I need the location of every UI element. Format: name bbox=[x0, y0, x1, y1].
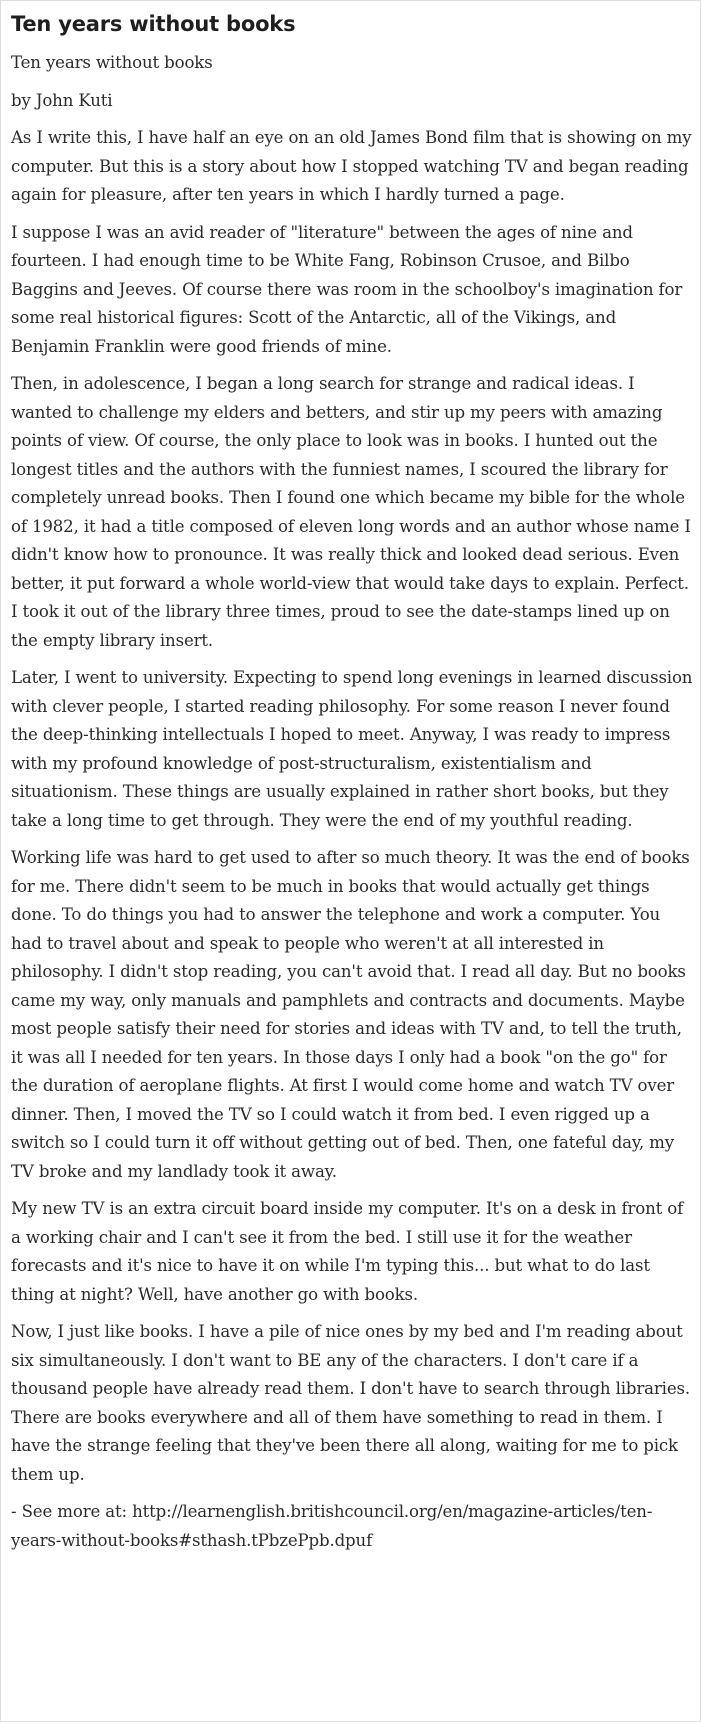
article-paragraph-7: Now, I just like books. I have a pile of nice ones by my bed and I'm reading about six simultaneously. I don't want to BE any of the characters. I don't care if a thousand people have already read them. I don't have to search through libraries. There are books everywhere and all of them have something to read in them. I have the strange feeling that they've been there all along, waiting for me to pick them up. bbox=[11, 1322, 690, 1484]
article-subtitle: Ten years without books bbox=[11, 53, 213, 72]
article-paragraph-2: I suppose I was an avid reader of "literature" between the ages of nine and fourteen. I had enough time to be White Fang, Robinson Crusoe, and Bilbo Baggins and Jeeves. Of course there was room in the schoolboy's imagination for some real historical figures: Scott of the Antarctic, all of the Vikings, and Benjamin Franklin were good friends of mine. bbox=[11, 222, 683, 356]
article-paragraph-3: Then, in adolescence, I began a long search for strange and radical ideas. I wanted to challenge my elders and betters, and stir up my peers with amazing points of view. Of course, the only place to look was in books. I hunted out the longest titles and the authors with the funniest names, I scoured the library for completely unread books. Then I found one which became my bible for the whole of 1982, it had a title composed of eleven long words and an author whose name I didn't know how to pronounce. It was really thick and looked dead serious. Even better, it put forward a whole world-view that would take days to explain. Perfect. I took it out of the library three times, proud to see the date-stamps lined up on the empty library insert. bbox=[11, 374, 691, 650]
article-byline: by John Kuti bbox=[11, 90, 113, 110]
article-paragraph-1: As I write this, I have half an eye on an old James Bond film that is showing on my computer. But this is a story about how I stopped watching TV and began reading again for pleasure, after ten years in which I hardly turned a page. bbox=[11, 128, 692, 204]
source-note: - See more at: http://learnenglish.britishcouncil.org/en/magazine-articles/ten-years-without-books#sthash.tPbzePpb.dpuf bbox=[11, 1502, 653, 1550]
article-paragraph-5: Working life was hard to get used to after so much theory. It was the end of books for me. There didn't seem to be much in books that would actually get things done. To do things you had to answer the telephone and work a computer. You had to travel about and speak to people who weren't at all interested in philosophy. I didn't stop reading, you can't avoid that. I read all day. But no books came my way, only manuals and pamphlets and contracts and documents. Maybe most people satisfy their need for stories and ideas with TV and, to tell the truth, it was all I needed for ten years. In those days I only had a book "on the go" for the duration of aeroplane flights. At first I would come home and watch TV over dinner. Then, I moved the TV so I could watch it from bed. I even rigged up a switch so I could turn it off without getting out of bed. Then, one fateful day, my TV broke and my landlady took it away. bbox=[11, 848, 690, 1181]
article-paragraph-6: My new TV is an extra circuit board inside my computer. It's on a desk in front of a working chair and I can't see it from the bed. I still use it for the weather forecasts and it's nice to have it on while I'm typing this... but what to do last thing at night? Well, have another go with books. bbox=[11, 1199, 684, 1304]
article-title: Ten years without books bbox=[11, 12, 296, 36]
article bbox=[11, 9, 695, 1564]
article-paragraph-4: Later, I went to university. Expecting to spend long evenings in learned discussion with clever people, I started reading philosophy. For some reason I never found the deep-thinking intellectuals I hoped to meet. Anyway, I was ready to impress with my profound knowledge of post-structuralism, existentialism and situationism. These things are usually explained in rather short books, but they take a long time to get through. They were the end of my youthful reading. bbox=[11, 668, 693, 830]
